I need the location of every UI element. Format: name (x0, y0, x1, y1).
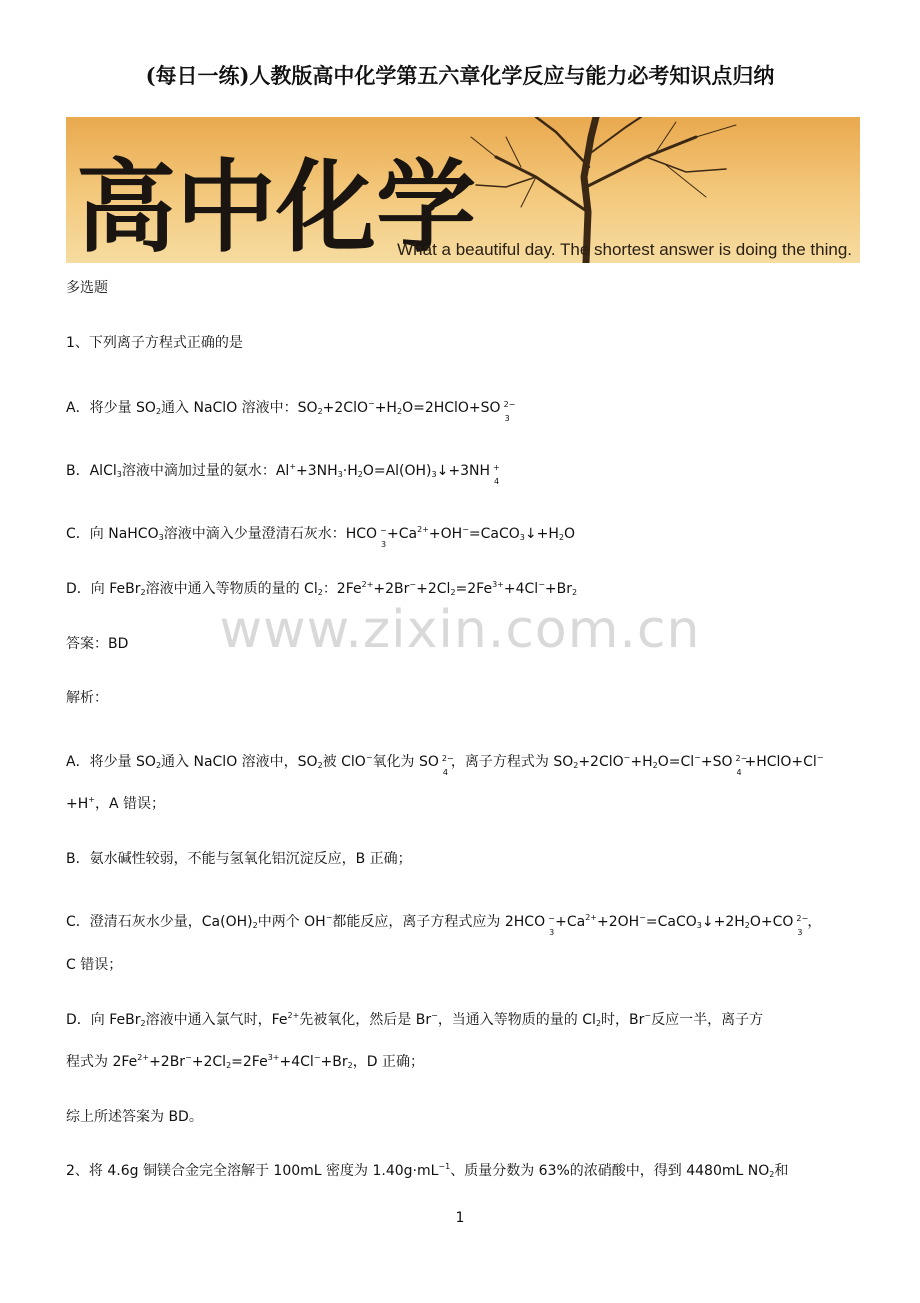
banner-big-text: 高中化学 (76, 148, 476, 263)
option-b: B．AlCl$_3$溶液中滴加过量的氨水：$Al^++3NH_3\cdot H_2O=Al(OH)_3↓+3NH$ + 4 (66, 462, 500, 486)
analysis-a-line-2: +H+，A 错误； (66, 795, 165, 812)
question-1-stem: 1、下列离子方程式正确的是 (66, 335, 243, 351)
page-number: 1 (455, 1210, 465, 1226)
watermark: www.zixin.com.cn (219, 600, 701, 660)
analysis-c-line-2: C 错误； (66, 957, 123, 973)
analysis-d-line-2: 程式为 $2Fe^{2+}+2Br^-+2Cl_2=2Fe^{3+}+4Cl^-+Br_2$，D 正确； (66, 1053, 424, 1070)
option-d: D．向 FeBr$_2$溶液中通入等物质的量的 $Cl_2$：$2Fe^{2+}+2Br^-+2Cl_2=2Fe^{3+}+4Cl^-+Br_2$ (66, 580, 578, 597)
question-2-stem: 2、将 4.6g 铜镁合金完全溶解于 100mL 密度为 $1.40g\cdot mL^{-1}$、质量分数为 63%的浓硝酸中，得到 4480mL $NO_2$和 (66, 1162, 789, 1179)
analysis-label: 解析： (66, 690, 108, 706)
summary: 综上所述答案为 BD。 (66, 1109, 203, 1125)
banner-tagline: What a beautiful day. The shortest answer is doing the thing. (397, 240, 852, 259)
document-title: (每日一练)人教版高中化学第五六章化学反应与能力必考知识点归纳 (145, 63, 775, 88)
analysis-a-line-1: A．将少量 $SO_2$通入 NaClO 溶液中，$SO_2$被 ClO−氧化为 SO 2− 4 ，离子方程式为 $SO_2+2ClO^-+H_2O=Cl^-+SO$ 2− 4 +HClO+Cl− (66, 753, 824, 777)
analysis-c-line-1: C．澄清石灰水少量，$Ca(OH)_2$中两个 OH−都能反应，离子方程式应为 2HCO − 3 $+Ca^{2+}+2OH^-=CaCO_3↓+2H_2O+CO$ 2− 3 ， (66, 913, 822, 937)
answer: 答案：BD (66, 636, 129, 652)
option-c: C．向 NaHCO$_3$溶液中滴入少量澄清石灰水：HCO − 3 $+Ca^{2+}+OH^-=CaCO_3↓+H_2O$ (66, 525, 576, 549)
analysis-b: B．氨水碱性较弱，不能与氢氧化铝沉淀反应，B 正确； (66, 851, 412, 867)
section-heading: 多选题 (66, 280, 108, 296)
analysis-d-line-1: D．向 FeBr$_2$溶液中通入氯气时，$Fe^{2+}$先被氧化，然后是 Br−，当通入等物质的量的 $Cl_2$时，Br−反应一半，离子方 (66, 1011, 764, 1028)
option-a: A．将少量 $SO_2$通入 NaClO 溶液中：$SO_2+2ClO^-+H_2O=2HClO+SO$ 2− 3 (66, 399, 516, 423)
banner-image (66, 117, 860, 263)
